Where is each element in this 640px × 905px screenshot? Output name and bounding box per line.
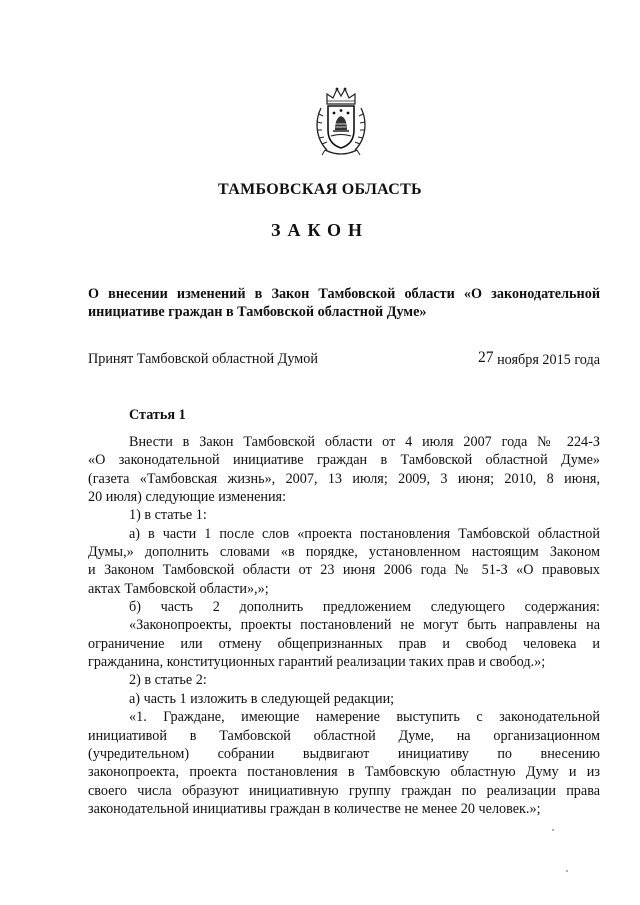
body-line: «1. Граждане, имеющие намерение выступить с законодательной — [129, 709, 600, 726]
adoption-day: 27 — [478, 349, 494, 366]
body-line: а) в части 1 после слов «проекта постановления Тамбовской областной — [129, 525, 600, 542]
body-line: 2) в статье 2: — [129, 672, 207, 689]
body-line: законопроекта, проекта постановления в Тамбовскую областную Думу и из — [88, 764, 600, 781]
tambov-coat-of-arms-icon — [313, 86, 369, 160]
body-line: актах Тамбовской области»,»; — [88, 580, 269, 597]
law-subject-title — [88, 285, 600, 321]
body-line: б) часть 2 дополнить предложением следующего содержания: — [129, 599, 600, 616]
article-body — [88, 433, 600, 818]
body-line: Внести в Закон Тамбовской области от 4 июля 2007 года № 224-З — [129, 434, 600, 450]
adoption-date-rest: ноября 2015 года — [493, 352, 600, 368]
document-type-heading: ЗАКОН — [270, 220, 370, 240]
body-line: «Законопроекты, проекты постановлений не могут быть направлены на — [129, 617, 600, 634]
body-line: инициативой в Тамбовской областной Думе, на организационном — [88, 727, 600, 744]
body-line: 20 июля) следующие изменения: — [88, 489, 287, 506]
adopted-by-text: Принят Тамбовской областной Думой — [88, 351, 318, 367]
region-heading: ТАМБОВСКАЯ ОБЛАСТЬ — [218, 181, 422, 198]
scan-speck — [566, 870, 568, 872]
adoption-date — [478, 351, 600, 369]
body-line: своего числа образуют инициативную группу граждан по реализации права — [88, 782, 600, 799]
subject-line: О внесении изменений в Закон Тамбовской области «О законодательной — [88, 286, 600, 302]
body-line: (газета «Тамбовская жизнь», 2007, 13 июля; 2009, 3 июня; 2010, 8 июня, — [88, 470, 600, 487]
body-line: и Законом Тамбовской области от 23 июня 2006 года № 51-З «О правовых — [88, 562, 600, 579]
body-line: а) часть 1 изложить в следующей редакции; — [129, 690, 395, 707]
subject-line: инициативе граждан в Тамбовской областной Думе» — [88, 304, 427, 320]
body-line: (учредительном) собрании выдвигают инициативу по внесению — [88, 745, 600, 762]
body-line: гражданина, конституционных гарантий реализации таких прав и свобод.»; — [88, 654, 546, 671]
body-line: ограничение или отмену общепризнанных прав и свобод человека и — [88, 635, 600, 652]
body-line: 1) в статье 1: — [129, 507, 207, 524]
article-title: Статья 1 — [129, 407, 186, 423]
body-line: законодательной инициативы граждан в количестве не менее 20 человек.»; — [88, 800, 541, 817]
body-line: Думы,» дополнить словами «в порядке, установленном настоящим Законом — [88, 544, 600, 561]
scan-speck — [552, 829, 554, 831]
body-line: «О законодательной инициативе граждан в Тамбовской областной Думе» — [88, 452, 600, 469]
